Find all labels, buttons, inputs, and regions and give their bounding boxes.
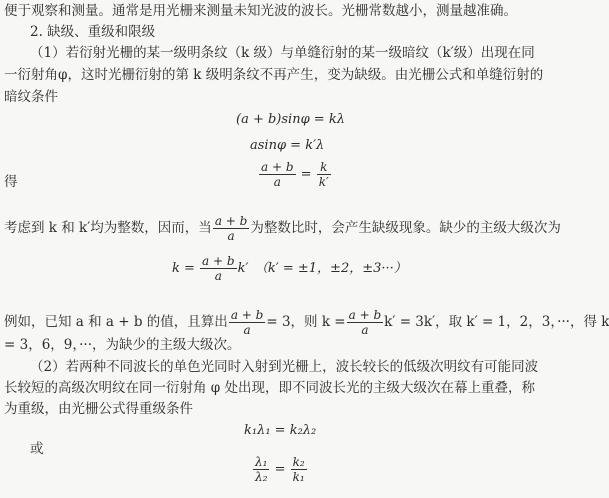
fraction-example-2: $\frac{a + b}{a}$ <box>348 308 382 337</box>
text-line-4: 一衍射角φ，这时光栅衍射的第 k 级明条纹不再产生，变为缺级。由光栅公式和单缝衍射的 <box>4 67 544 83</box>
fraction-k-over-kprime: $\frac{k}{k'}$ <box>318 160 329 189</box>
fraction-example-1: $\frac{a + b}{a}$ <box>230 308 264 337</box>
fraction-ab-over-a-eq: $\frac{a + b}{a}$ <box>202 254 235 283</box>
text-line-8: = 3，6，9，···，为缺少的主级大级次。 <box>4 337 241 353</box>
text-line-1: 便于观察和测量。通常是用光栅来测量未知光波的波长。光栅常数越小，测量越准确。 <box>4 3 517 19</box>
text-de: 得 <box>4 174 18 190</box>
fraction-ab-over-a-inline: $\frac{a + b}{a}$ <box>214 214 248 243</box>
equation-single-slit: asinφ = k′λ <box>250 138 325 153</box>
fraction-ab-over-a: $\frac{a + b}{a}$ <box>261 160 294 189</box>
text-line-11: 为重级，由光栅公式得重级条件 <box>4 401 193 417</box>
section-heading: 2. 缺级、重级和限级 <box>30 24 156 40</box>
equation-ratio: $\frac{a + b}{a}$ = $\frac{k}{k'}$ <box>261 160 329 189</box>
text-huo: 或 <box>30 441 44 457</box>
equation-wavelength-ratio: $\frac{\text{λ₁}}{\text{λ₂}}$ = $\frac{\text{k₂}}{\text{k₁}}$ <box>255 455 305 484</box>
text-line-3: （1）若衍射光栅的某一级明条纹（k 级）与单缝衍射的某一级暗纹（k′级）出现在同 <box>30 45 535 61</box>
equation-overlap: k₁λ₁ = k₂λ₂ <box>244 423 317 438</box>
text-line-5: 暗纹条件 <box>4 89 58 105</box>
equation-missing-order: k = $\frac{a + b}{a}$ k′ （k′ = ±1，±2，±3···） <box>172 254 407 283</box>
text-line-10: 长较短的高级次明纹在同一衍射角 φ 处出现，即不同波长光的主级大级次在幕上重叠，称 <box>4 380 536 396</box>
text-line-6: 考虑到 k 和 k′均为整数，因而，当 $\frac{a + b}{a}$ 为整数比时，会产生缺级现象。缺少的主级大级次为 <box>4 214 561 243</box>
text-line-7: 例如，已知 a 和 a + b 的值，且算出 $\frac{a + b}{a}$ = 3，则 k = $\frac{a + b}{a}$ k′ = 3k′，取 k′ = 1，2，3，···，得 k <box>4 308 609 337</box>
equation-grating: (a + b)sinφ = kλ <box>236 112 345 127</box>
text-line-9: （2）若两种不同波长的单色光同时入射到光栅上，波长较长的低级次明纹有可能同波 <box>30 359 539 375</box>
fraction-k2-over-k1: $\frac{\text{k₂}}{\text{k₁}}$ <box>292 455 305 484</box>
fraction-lambda: $\frac{\text{λ₁}}{\text{λ₂}}$ <box>255 455 268 484</box>
